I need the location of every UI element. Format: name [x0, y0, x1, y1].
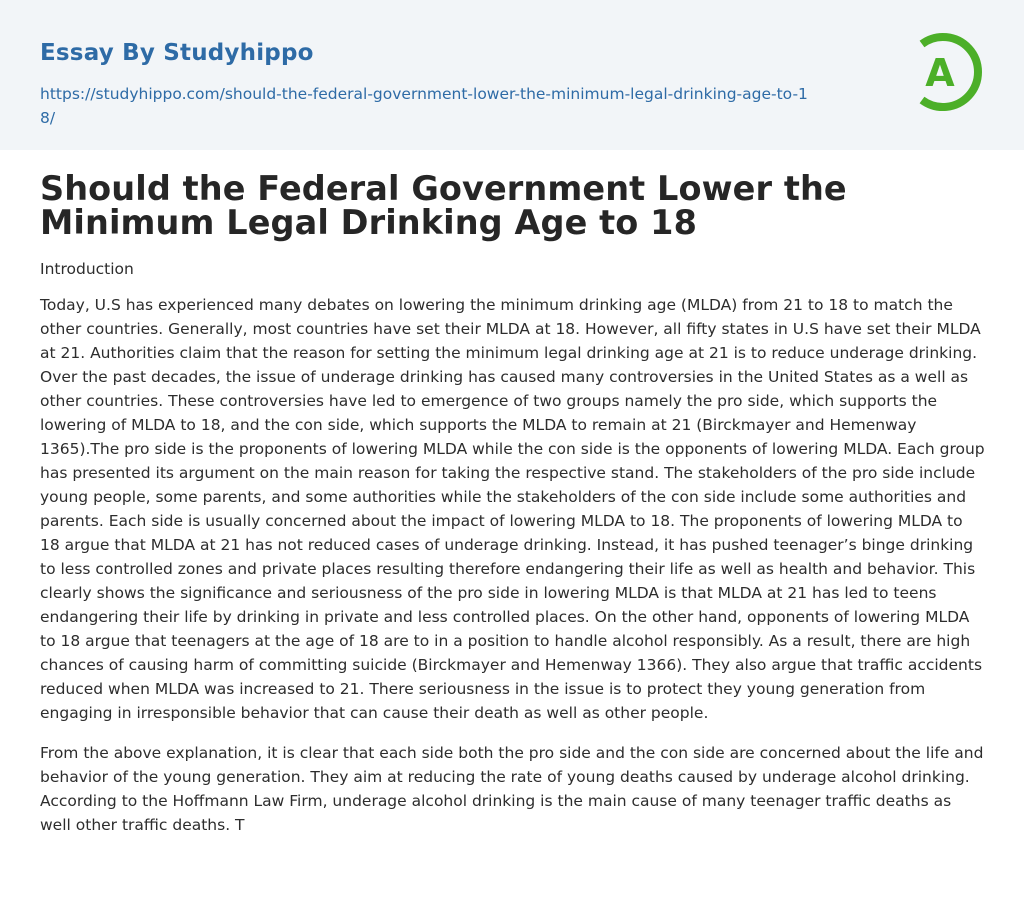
header [0, 0, 1024, 150]
site-brand[interactable]: Essay By Studyhippo [40, 40, 314, 66]
article [40, 169, 985, 837]
logo-letter: A [925, 51, 955, 95]
paragraph-1: Today, U.S has experienced many debates on lowering the minimum drinking age (MLDA) from 21 to 18 to match the other countries. Generally, most countries have set their MLDA at 18. However, all fifty states in U.S have set their MLDA at 21. Authorities claim that the reason for setting the minimum legal drinking age at 21 is to reduce underage drinking. Over the past decades, the issue of underage drinking has caused many controversies in the United States as a well as other countries. These controversies have led to emergence of two groups namely the pro side, which supports the lowering of MLDA to 18, and the con side, which supports the MLDA to remain at 21 (Birckmayer and Hemenway 1365).The pro side is the proponents of lowering MLDA while the con side is the opponents of lowering MLDA. Each group has presented its argument on the main reason for taking the respective stand. The stakeholders of the pro side include young people, some parents, and some authorities while the stakeholders of the con side include some authorities and parents. Each side is usually concerned about the impact of lowering MLDA to 18. The proponents of lowering MLDA to 18 argue that MLDA at 21 has not reduced cases of underage drinking. Instead, it has pushed teenager’s binge drinking to less controlled zones and private places resulting therefore endangering their life as well as health and behavior. This clearly shows the significance and seriousness of the pro side in lowering MLDA is that MLDA at 21 has led to teens endangering their life by drinking in private and less controlled places. On the other hand, opponents of lowering MLDA to 18 argue that teenagers at the age of 18 are to in a position to handle alcohol responsibly. As a result, there are high chances of causing harm of committing suicide (Birckmayer and Hemenway 1366). They also argue that traffic accidents reduced when MLDA was increased to 21. There seriousness in the issue is to protect they young generation from engaging in irresponsible behavior that can cause their death as well as other people. [40, 296, 985, 722]
studyhippo-logo-icon[interactable] [910, 28, 988, 116]
article-title: Should the Federal Government Lower the Minimum Legal Drinking Age to 18 [40, 169, 847, 242]
source-url-link[interactable]: https://studyhippo.com/should-the-federal-government-lower-the-minimum-legal-drinking-age-to-18/ [40, 85, 808, 127]
paragraph-2: From the above explanation, it is clear that each side both the pro side and the con side are concerned about the life and behavior of the young generation. They aim at reducing the rate of young deaths caused by underage alcohol drinking. According to the Hoffmann Law Firm, underage alcohol drinking is the main cause of many teenager traffic deaths as well other traffic deaths. T [40, 744, 984, 834]
section-heading: Introduction [40, 260, 134, 278]
